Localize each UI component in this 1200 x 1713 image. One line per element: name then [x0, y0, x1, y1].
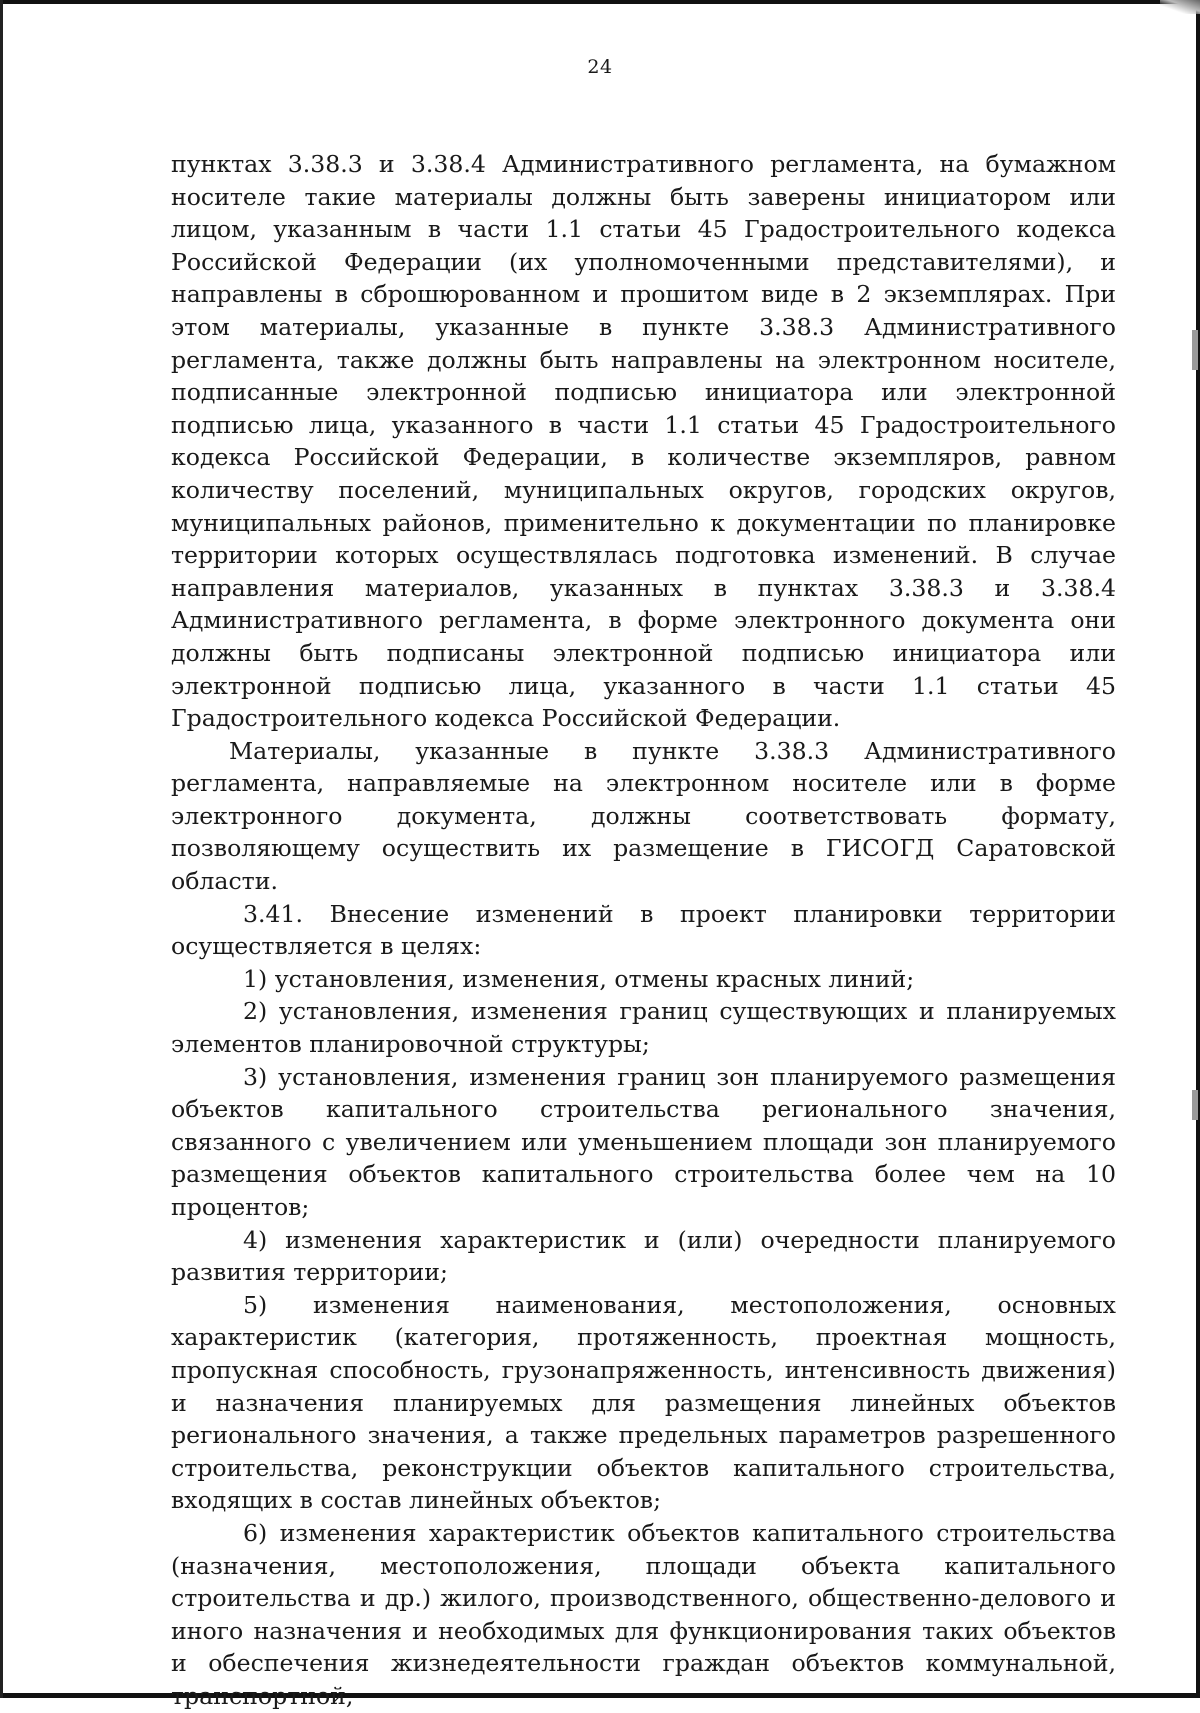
list-item-6: 6) изменения характеристик объектов капитального строительства (назначения, местоположения, площади объекта капитального строительства и др.) жилого, производственного, общественно-делового и иного назначения и необходимых для функционирования таких объектов и обеспечения жизнедеятельности граждан объектов коммунальной, транспортной,	[171, 1518, 1116, 1710]
scan-edge-mark	[1192, 1090, 1198, 1120]
scan-border-left	[0, 0, 3, 1698]
paragraph-electronic-format: Материалы, указанные в пункте 3.38.3 Административного регламента, направляемые на электронном носителе или в форме электронного документа, должны соответствовать формату, позволяющему осуществить их размещение в ГИСОГД Саратовской области.	[171, 736, 1116, 896]
list-item-1: 1) установления, изменения, отмены красных линий;	[243, 964, 915, 993]
scan-border-right	[1196, 0, 1200, 1698]
paragraph-materials-certification: пунктах 3.38.3 и 3.38.4 Административного регламента, на бумажном носителе такие материалы должны быть заверены инициатором или лицом, указанным в части 1.1 статьи 45 Градостроительного кодекса Российской Федерации (их уполномоченными представителями), и направлены в сброшюрованном и прошитом виде в 2 экземплярах. При этом материалы, указанные в пункте 3.38.3 Административного регламента, также должны быть направлены на электронном носителе, подписанные электронной подписью инициатора или электронной подписью лица, указанного в части 1.1 статьи 45 Градостроительного кодекса Российской Федерации, в количестве экземпляров, равном количеству поселений, муниципальных округов, городских округов, муниципальных районов, применительно к документации по планировке территории которых осуществлялась подготовка изменений. В случае направления материалов, указанных в пунктах 3.38.3 и 3.38.4 Административного регламента, в форме электронного документа они должны быть подписаны электронной подписью инициатора или электронной подписью лица, указанного в части 1.1 статьи 45 Градостроительного кодекса Российской Федерации.	[171, 150, 1116, 733]
list-item-3: 3) установления, изменения границ зон планируемого размещения объектов капитального строительства регионального значения, связанного с увеличением или уменьшением площади зон планируемого размещения объектов капитального строительства более чем на 10 процентов;	[171, 1062, 1116, 1221]
list-item-2: 2) установления, изменения границ существующих и планируемых элементов планировочной структуры;	[171, 997, 1116, 1059]
scan-border-top	[0, 0, 1200, 4]
page-number: 24	[587, 56, 613, 78]
paragraph-3-41-heading: 3.41. Внесение изменений в проект планировки территории осуществляется в целях:	[171, 899, 1116, 961]
scan-edge-mark	[1192, 330, 1198, 370]
list-item-4: 4) изменения характеристик и (или) очередности планируемого развития территории;	[171, 1225, 1116, 1287]
list-item-5: 5) изменения наименования, местоположения, основных характеристик (категория, протяженность, проектная мощность, пропускная способность, грузонапряженность, интенсивность движения) и назначения планируемых для размещения линейных объектов регионального значения, а также предельных параметров разрешенного строительства, реконструкции объектов капитального строительства, входящих в состав линейных объектов;	[171, 1290, 1116, 1515]
document-body	[171, 148, 1116, 1713]
scan-corner-shadow	[1160, 0, 1200, 14]
